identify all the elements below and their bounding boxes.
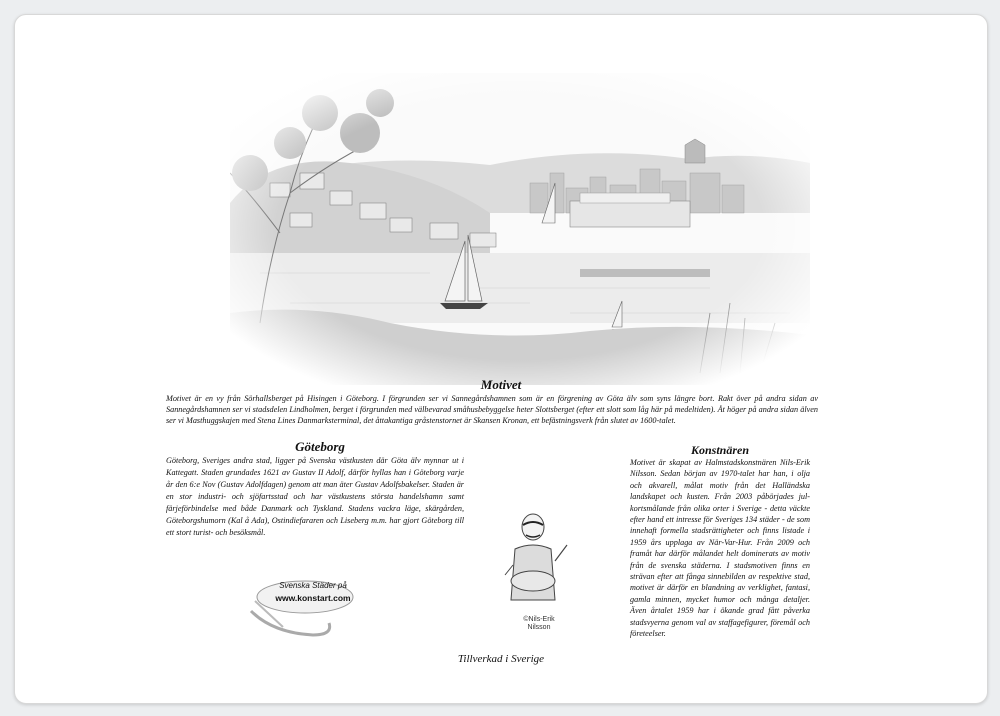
logo-line1: Svenska Städer på [279, 581, 347, 590]
city-view-illustration [230, 73, 810, 385]
konstnaren-title: Konstnären [690, 443, 750, 457]
goteborg-title: Göteborg [295, 439, 345, 454]
signature-line1: ©Nils-Erik [523, 616, 555, 623]
footer-text: Tillverkad i Sverige [457, 653, 545, 665]
artist-caricature [493, 505, 573, 625]
artist-signature [509, 616, 569, 632]
konstnaren-text: Motivet är skapat av Halmstadskonstnären Nils-Erik Nilsson. Sedan början av 1970-talet har han, i olja och akvarell, målat motiv från det Halländska landskapet och kusten. Från 2003 påbörjades jul-kortsmålande från olika orter i Sverige - detta väckte efter hand ett intresse för Sveriges 134 städer - de som innehaft formella stadsrättigheter och finns listade i 1959 års upplaga av När-Var-Hur. Från 2009 och framåt har därför målandet helt dominerats av motiv från de svenska städerna. I stadsmotiven finns en strävan efter att fånga sinnebilden av respektive stad, motivet är därför en blandning av verklighet, fantasi, gamla minnen, mycket humor och många detaljer. Även årtalet 1959 har i ökande grad fått påverka stadsvyerna genom val av staffagefigurer, föremål och företeelser. [630, 458, 810, 639]
print-sheet [14, 14, 988, 704]
konstart-logo [243, 571, 358, 641]
motivet-title: Motivet [480, 377, 522, 392]
logo-url: www.konstart.com [275, 593, 351, 603]
signature-line2: Nilsson [527, 624, 551, 631]
motivet-text: Motivet är en vy från Sörhallsberget på Hisingen i Göteborg. I förgrunden ser vi Sannegårdshamnen som är en förgrening av Göta älv som syns längre bort. Rakt över på andra sidan av Sannegårdshamnen ser vi stadsdelen Lindholmen, berget i förgrunden med välbevarad småhusbebyggelse heter Slottsberget (efter ett slott som låg här på medeltiden). Åt höger på andra sidan älven ser vi Masthuggskajen med Stena Lines Danmarksterminal, det åttakantiga gråstenstornet är Skansen Kronan, ett befästningsverk från slutet av 1600-talet. [166, 394, 818, 425]
goteborg-text: Göteborg, Sveriges andra stad, ligger på Svenska västkusten där Göta älv mynnar ut i Kattegatt. Staden grundades 1621 av Gustav II Adolf, därför hyllas han i Göteborg varje år den 6:e Nov (Gustav Adolfdagen) genom att man äter Gustav Adolfsbakelser. Staden är en stor industri- och sjöfartsstad och har västkustens största handelshamn samt färjeförbindelse med både Danmark och Tyskland. Stadens vackra läge, skärgården, Göteborgshumorn (Kal å Ada), Ostindiefararen och Liseberg m.m. har gjort Göteborg till ett stort turist- och besöksmål. [166, 456, 464, 537]
